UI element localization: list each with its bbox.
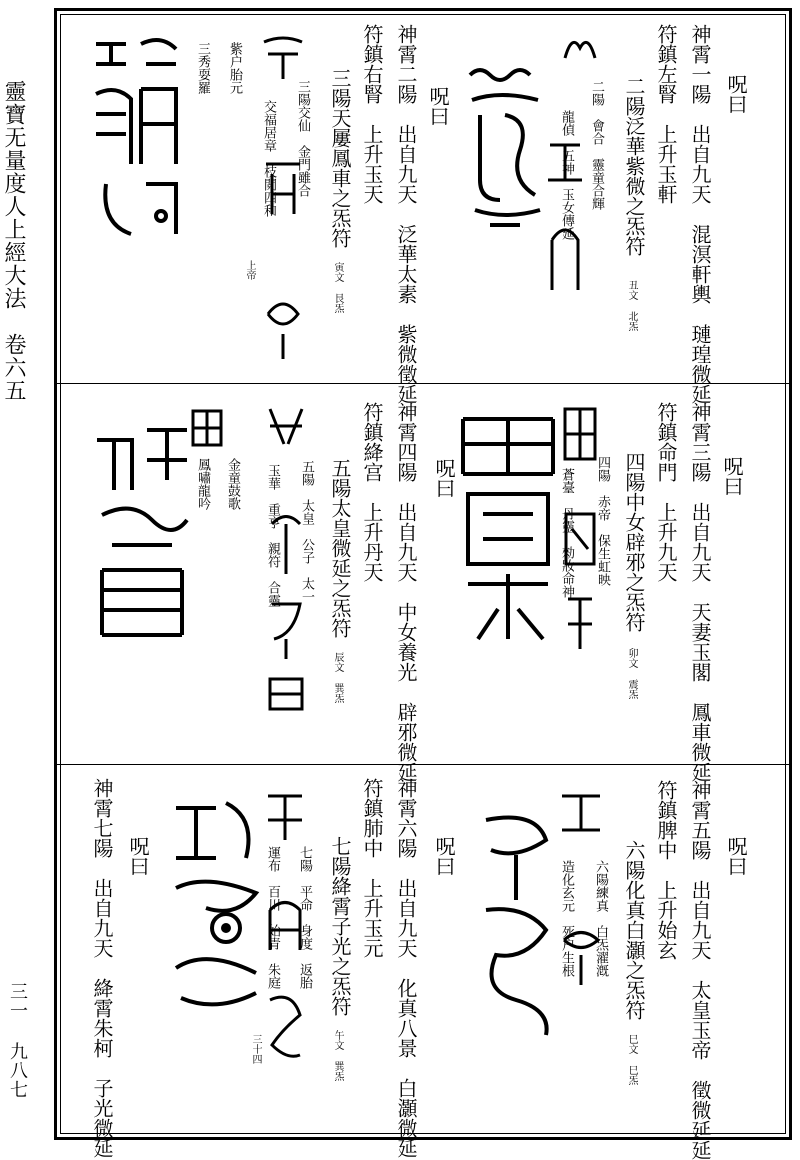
text-column: 符鎮脾中 上升始玄 (654, 780, 678, 960)
talisman-glyph-icon (258, 34, 308, 364)
text-column: 神霄七陽 出自九天 絳霄朱柯 子光微延 (90, 778, 114, 1158)
incantation-heading: 呪曰 (432, 836, 456, 876)
text-column-small: 六陽練真 白炁濯漑 (593, 860, 608, 977)
talisman-title: 五陽太皇微延之炁符 (328, 458, 352, 638)
text-column: 神霄二陽 出自九天 泛華太素 紫微徵延 (394, 24, 418, 404)
text-column-small: 玉華 重亨 親符 合靈 (265, 464, 280, 607)
talisman-note: 午文 巽炁 (332, 1030, 343, 1081)
text-column: 符鎮絳宫 上升丹天 (360, 402, 384, 582)
talisman-top-icon (560, 28, 600, 68)
text-column-small: 蒼臺 丹靈 勑妝命神 (559, 468, 574, 598)
talisman-title: 四陽中女辟邪之炁符 (622, 452, 646, 632)
panel-separator (55, 764, 791, 765)
talisman-top-icon (190, 408, 224, 448)
talisman-title: 三陽天屢鳳車之炁符 (328, 68, 352, 248)
small-note: 三十四 (250, 1034, 261, 1064)
incantation-heading: 呪曰 (126, 836, 150, 876)
text-column-small: 五陽 太皇 公子 太一 (299, 460, 314, 603)
text-column: 神霄三陽 出自九天 天妻玉閣 鳳車微延 (688, 402, 712, 782)
text-column-small: 龍偵 五神 玉女傳延 (559, 110, 574, 240)
text-column-small: 金童鼓歌 (225, 458, 240, 510)
talisman-title: 七陽絳霄子光之炁符 (328, 836, 352, 1016)
text-column-small: 造化玄元 死户生根 (559, 860, 574, 977)
talisman-seal-icon (476, 810, 556, 1040)
talisman-note: 丑文 北炁 (626, 280, 637, 331)
incantation-heading: 呪曰 (426, 86, 450, 126)
text-column-small: 交福居章 枝閲四和 (261, 100, 276, 217)
talisman-glyph-icon (560, 404, 600, 654)
incantation-heading: 呪曰 (724, 74, 748, 114)
talisman-note: 巳文 巳炁 (626, 1034, 637, 1085)
talisman-seal-icon (86, 34, 186, 244)
text-column-small: 三秀耍羅 (195, 42, 210, 94)
talisman-title: 六陽化真白灝之炁符 (622, 840, 646, 1020)
text-column-small: 七陽 平命 身度 返胎 (297, 846, 312, 989)
talisman-glyph-icon (264, 404, 308, 724)
talisman-note: 卯文 震炁 (626, 648, 637, 699)
incantation-heading: 呪曰 (432, 458, 456, 498)
talisman-seal-icon (166, 798, 266, 1018)
talisman-note: 辰文 巽炁 (332, 652, 343, 703)
incantation-heading: 呪曰 (720, 456, 744, 496)
text-column-small: 二陽 會合 靈童合輝 (589, 80, 604, 210)
talisman-title: 二陽泛華紫微之炁符 (622, 76, 646, 256)
panel-separator (55, 383, 791, 384)
text-column-small: 三陽交仙 金門雖合 (295, 80, 310, 197)
text-column: 符鎮命門 上升九天 (654, 402, 678, 582)
talisman-glyph-icon (540, 140, 590, 320)
text-column-small: 鳳嘯龍吟 (195, 458, 210, 510)
text-column-small: 四陽 赤帝 保生虹映 (595, 456, 610, 586)
talisman-seal-icon (458, 414, 558, 644)
text-column: 符鎮右腎 上升玉天 (360, 24, 384, 204)
incantation-heading: 呪曰 (724, 836, 748, 876)
text-column: 符鎮肺中 上升玉元 (360, 778, 384, 958)
talisman-seal-icon (92, 420, 192, 650)
text-column-small: 紫户胎元 (227, 42, 242, 94)
talisman-note: 寅文 艮炁 (332, 262, 343, 313)
text-column: 神霄五陽 出自九天 太皇玉帝 徵微延延 (688, 780, 712, 1160)
text-column: 神霄一陽 出自九天 混溟軒輿 璉瑝微延 (688, 24, 712, 404)
text-column-small: 運布 百川 始青 朱庭 (265, 846, 280, 989)
page-number: 三一 九八七 (7, 982, 28, 1099)
talisman-glyph-icon (262, 790, 308, 1130)
talisman-glyph-icon (556, 790, 606, 1130)
text-column: 神霄四陽 出自九天 中女養光 辟邪微延 (394, 402, 418, 782)
book-title: 靈寶无量度人上經大法 卷六五 (1, 80, 26, 402)
text-column: 符鎮左腎 上升玉軒 (654, 24, 678, 204)
small-note: 上帝 (244, 260, 255, 280)
text-column: 神霄六陽 出自九天 化真八景 白灝微延 (394, 778, 418, 1158)
talisman-seal-icon (460, 60, 550, 240)
